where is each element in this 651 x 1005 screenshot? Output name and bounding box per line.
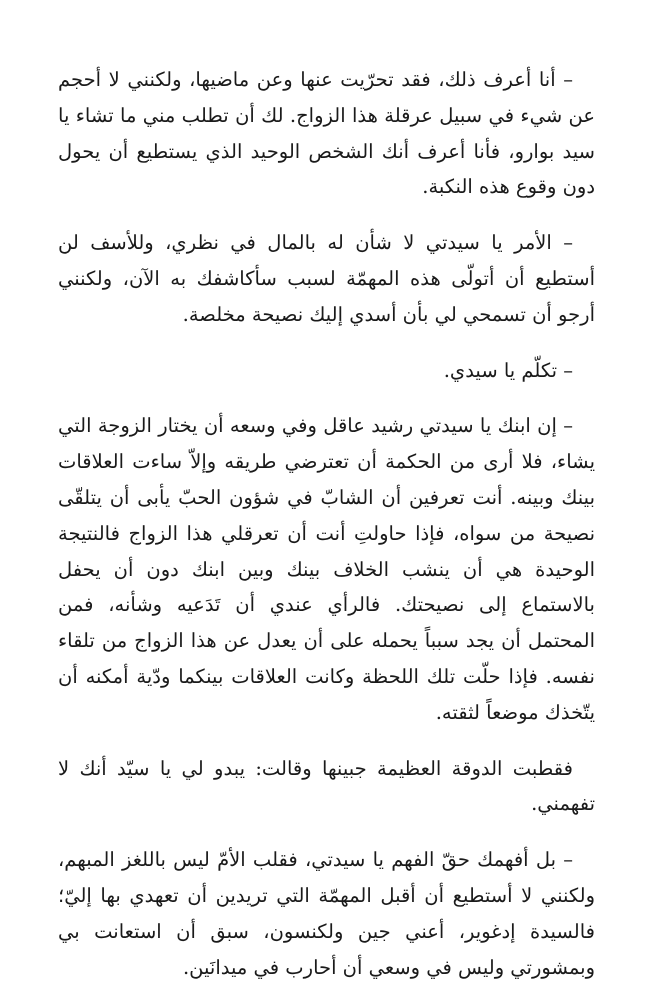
dialogue-paragraph-3: – تكلّم يا سيدي. <box>443 358 573 382</box>
book-page <box>58 62 595 1005</box>
dialogue-paragraph-1: – أنا أعرف ذلك، فقد تحرّيت عنها وعن ماضيها، ولكنني لا أحجم عن شيء في سبيل عرقلة هذا الزواج. لك أن تطلب مني ما تشاء يا سيد بوارو، فأنا أعرف أنك الشخص الوحيد الذي يستطيع أن يحول دون وقوع هذه النكبة. <box>58 68 595 199</box>
dialogue-paragraph-2: – الأمر يا سيدتي لا شأن له بالمال في نظري، وللأسف لن أستطيع أن أتولّى هذه المهمّة لسبب سأكاشفك به الآن، ولكنني أرجو أن تسمحي لي بأن أسدي إليك نصيحة مخلصة. <box>58 231 595 326</box>
narration-paragraph-5: فقطبت الدوقة العظيمة جبينها وقالت: يبدو لي يا سيّد أنك لا تفهمني. <box>58 756 595 816</box>
dialogue-paragraph-6: – بل أفهمك حقّ الفهم يا سيدتي، فقلب الأمّ ليس باللغز المبهم، ولكنني لا أستطيع أن أقبل المهمّة التي تريدين أن تعهدي بها إليّ؛ فالسيدة إدغوير، أعني جين ولكنسون، سبق أن استعانت بي وبمشورتي وليس في وسعي أن أحارب في ميدانَين. <box>58 848 595 979</box>
dialogue-paragraph-4: – إن ابنك يا سيدتي رشيد عاقل وفي وسعه أن يختار الزوجة التي يشاء، فلا أرى من الحكمة أن تعترضي طريقه وإلاّ ساءت العلاقات بينك وبينه. أنت تعرفين أن الشابّ في شؤون الحبّ يأبى أن يتلقّى نصيحة من سواه، فإذا حاولتِ أنت أن تعرقلي هذا الزواج فالنتيجة الوحيدة هي أن ينشب الخلاف بينك وبين ابنك دون أن يحفل بالاستماع إلى نصيحتك. فالرأي عندي أن تَدَعيه وشأنه، فمن المحتمل أن يجد سبباً يحمله على أن يعدل عن هذا الزواج من تلقاء نفسه. فإذا حلّت تلك اللحظة وكانت العلاقات بينكما ودّية أمكنه أن يتّخذك موضعاً لثقته. <box>58 414 595 724</box>
